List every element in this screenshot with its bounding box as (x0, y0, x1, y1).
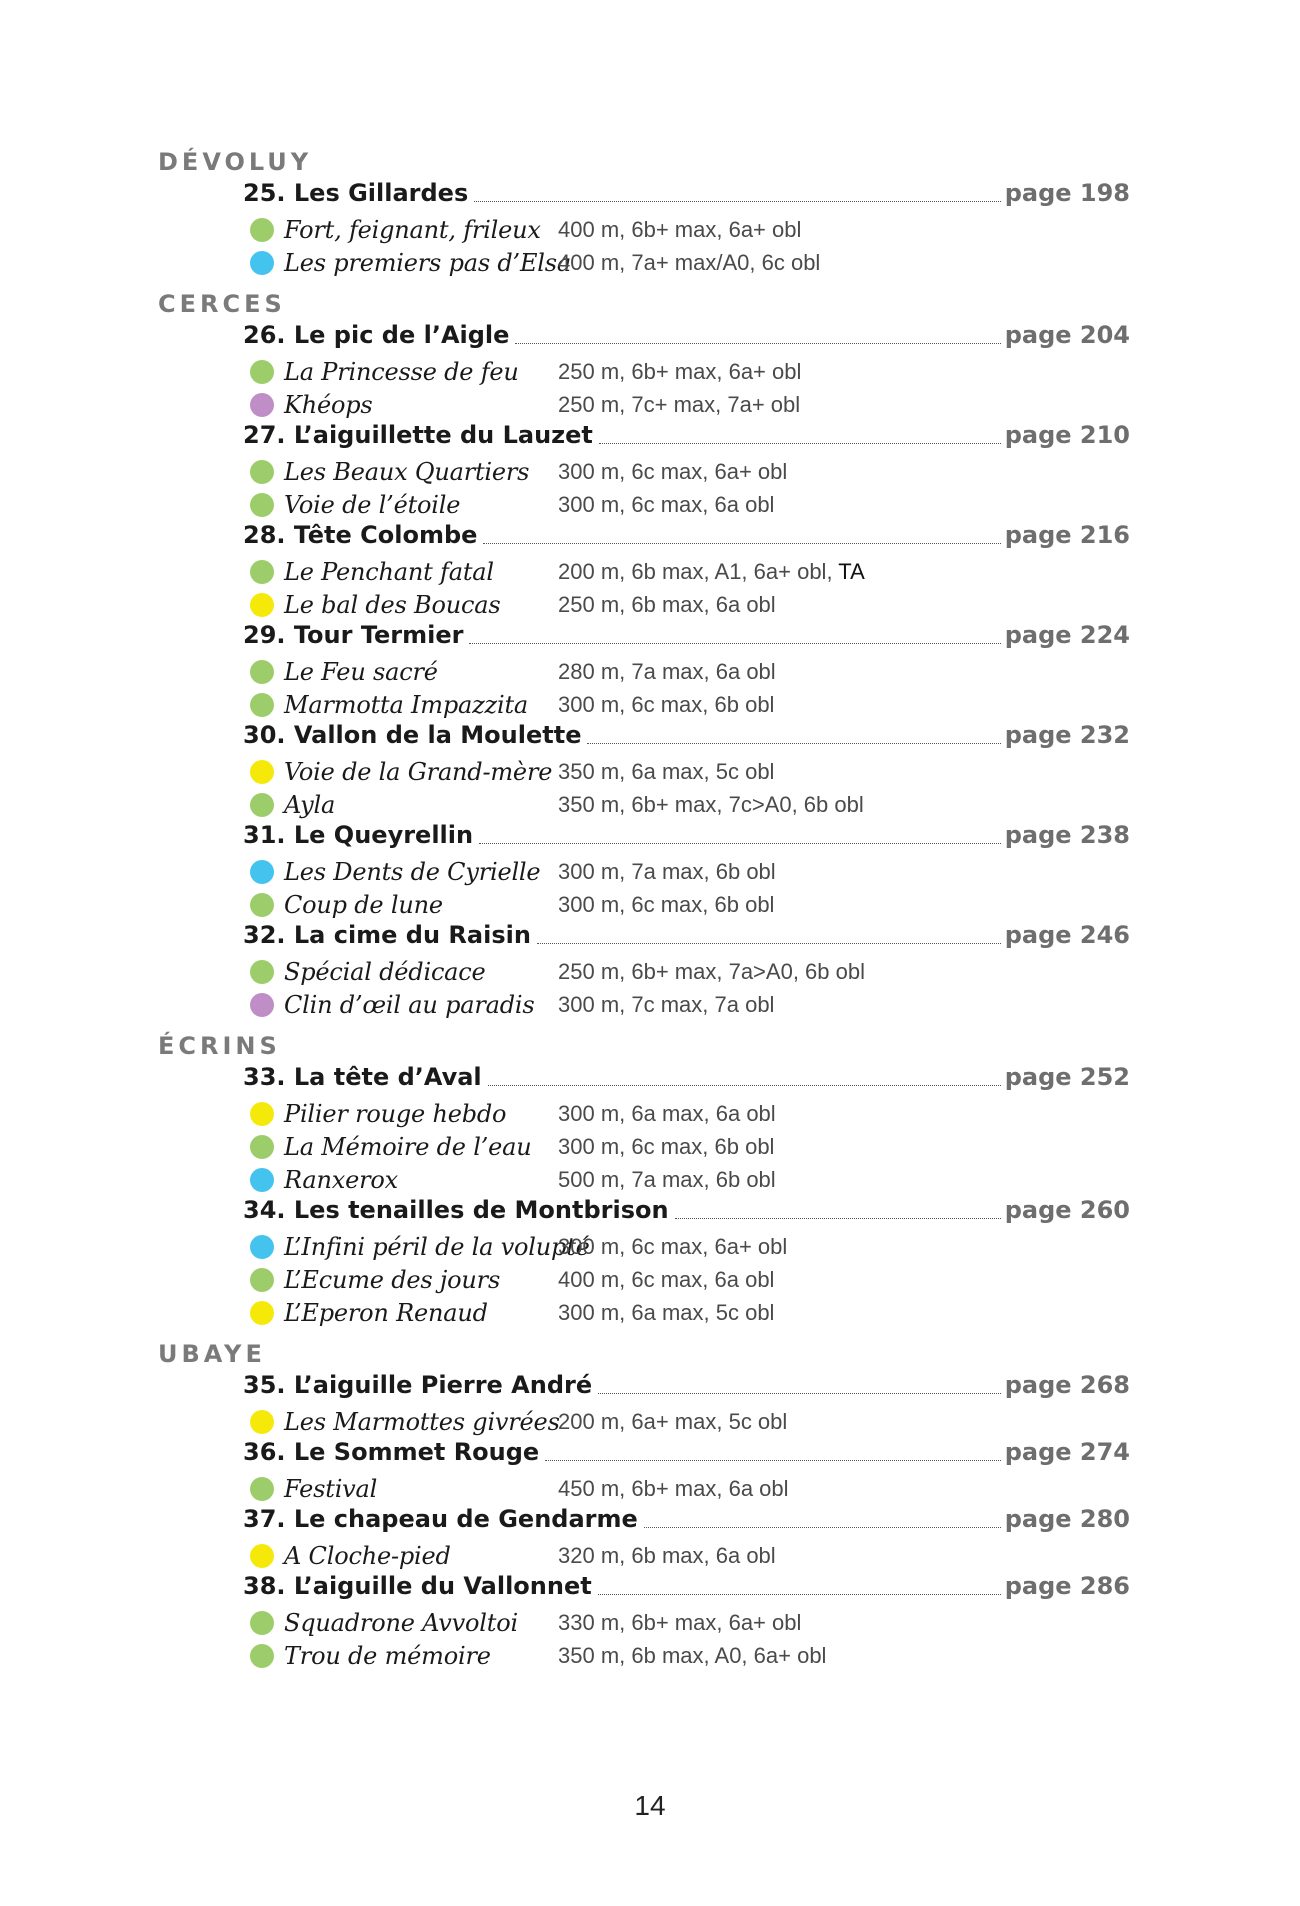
route-info (558, 592, 776, 618)
route-info-text: 300 m, 6c max, 6a+ obl (558, 459, 788, 484)
region-header: UBAYE (158, 1340, 266, 1368)
route-info (558, 1543, 776, 1569)
route-row (250, 956, 1070, 988)
route-info-text: 300 m, 7c max, 7a obl (558, 992, 775, 1017)
route-row (250, 989, 1070, 1021)
route-row (250, 589, 1070, 621)
route-name: L’Ecume des jours (284, 1266, 501, 1294)
difficulty-dot-icon (250, 460, 274, 484)
difficulty-dot-icon (250, 1135, 274, 1159)
route-name: Les premiers pas d’Elsa (284, 249, 572, 277)
route-info (558, 1234, 787, 1260)
route-name: Squadrone Avvoltoi (284, 1609, 518, 1637)
toc-entry[interactable] (243, 821, 1130, 853)
entry-title: 27. L’aiguillette du Lauzet (243, 421, 593, 449)
route-row (250, 1607, 1070, 1639)
route-row (250, 656, 1070, 688)
route-info-text: 350 m, 6b+ max, 7c>A0, 6b obl (558, 792, 864, 817)
route-row (250, 689, 1070, 721)
entry-title: 32. La cime du Raisin (243, 921, 531, 949)
route-info (558, 559, 865, 585)
route-info (558, 759, 774, 785)
toc-entry[interactable] (243, 1505, 1130, 1537)
entry-title: 25. Les Gillardes (243, 179, 469, 207)
route-row (250, 1406, 1070, 1438)
difficulty-dot-icon (250, 860, 274, 884)
route-info-text: 350 m, 6a max, 5c obl (558, 759, 775, 784)
route-info (558, 492, 774, 518)
route-info-text: 300 m, 6c max, 6b obl (558, 1134, 775, 1159)
entry-title: 35. L’aiguille Pierre André (243, 1371, 593, 1399)
route-name: La Princesse de feu (284, 358, 519, 386)
route-info (558, 1476, 789, 1502)
route-row (250, 356, 1070, 388)
route-info (558, 1300, 774, 1326)
route-name: A Cloche-pied (284, 1542, 451, 1570)
entry-title: 33. La tête d’Aval (243, 1063, 482, 1091)
route-info-text: 200 m, 6a+ max, 5c obl (558, 1409, 788, 1434)
route-row (250, 1540, 1070, 1572)
route-name: Le bal des Boucas (284, 591, 501, 619)
route-info-text: 300 m, 6a max, 5c obl (558, 1300, 775, 1325)
page-reference[interactable]: page 274 (1004, 1438, 1130, 1466)
route-name: Ayla (284, 791, 336, 819)
difficulty-dot-icon (250, 1477, 274, 1501)
dotted-leader (483, 543, 1000, 544)
route-info-text: 300 m, 6c max, 6a+ obl (558, 1234, 788, 1259)
route-row (250, 556, 1070, 588)
toc-entry[interactable] (243, 421, 1130, 453)
entry-title: 29. Tour Termier (243, 621, 464, 649)
toc-entry[interactable] (243, 621, 1130, 653)
page-number: 14 (634, 1790, 666, 1821)
route-row (250, 489, 1070, 521)
route-row (250, 1164, 1070, 1196)
route-row (250, 789, 1070, 821)
difficulty-dot-icon (250, 893, 274, 917)
route-info-extra: TA (838, 559, 865, 584)
difficulty-dot-icon (250, 1611, 274, 1635)
route-row (250, 389, 1070, 421)
route-row (250, 1297, 1070, 1329)
route-name: Khéops (284, 391, 373, 419)
route-info (558, 392, 800, 418)
toc-entry[interactable] (243, 1371, 1130, 1403)
route-info-text: 280 m, 7a max, 6a obl (558, 659, 776, 684)
difficulty-dot-icon (250, 793, 274, 817)
route-name: Voie de la Grand-mère (284, 758, 553, 786)
route-name: Marmotta Impazzita (284, 691, 529, 719)
route-info-text: 300 m, 6c max, 6a obl (558, 492, 775, 517)
route-info (558, 250, 820, 276)
route-name: La Mémoire de l’eau (284, 1133, 532, 1161)
route-name: Ranxerox (284, 1166, 398, 1194)
route-info-text: 300 m, 6c max, 6b obl (558, 692, 775, 717)
toc-entry[interactable] (243, 1196, 1130, 1228)
dotted-leader (675, 1218, 1001, 1219)
route-name: Trou de mémoire (284, 1642, 491, 1670)
route-name: Les Marmottes givrées (284, 1408, 560, 1436)
route-name: L’Eperon Renaud (284, 1299, 488, 1327)
dotted-leader (515, 343, 1000, 344)
toc-entry[interactable] (243, 721, 1130, 753)
difficulty-dot-icon (250, 1544, 274, 1568)
route-info (558, 217, 801, 243)
route-info (558, 792, 864, 818)
page-reference[interactable]: page 232 (1004, 721, 1130, 749)
route-info (558, 1643, 826, 1669)
route-info (558, 1167, 776, 1193)
route-info (558, 359, 801, 385)
route-info (558, 892, 774, 918)
entry-title: 26. Le pic de l’Aigle (243, 321, 510, 349)
route-info-text: 300 m, 7a max, 6b obl (558, 859, 776, 884)
route-row (250, 756, 1070, 788)
dotted-leader (644, 1527, 1001, 1528)
route-row (250, 1098, 1070, 1130)
route-info-text: 250 m, 6b max, 6a obl (558, 592, 776, 617)
difficulty-dot-icon (250, 693, 274, 717)
entry-title: 36. Le Sommet Rouge (243, 1438, 540, 1466)
toc-entry[interactable] (243, 1438, 1130, 1470)
route-info-text: 200 m, 6b max, A1, 6a+ obl, (558, 559, 833, 584)
difficulty-dot-icon (250, 593, 274, 617)
toc-entry[interactable] (243, 1572, 1130, 1604)
route-name: Clin d’œil au paradis (284, 991, 535, 1019)
route-name: Coup de lune (284, 891, 443, 919)
toc-entry[interactable] (243, 1063, 1130, 1095)
route-info (558, 1101, 776, 1127)
dotted-leader (537, 943, 1001, 944)
route-row (250, 1640, 1070, 1672)
page-reference[interactable]: page 224 (1004, 621, 1130, 649)
route-row (250, 889, 1070, 921)
route-info-text: 250 m, 6b+ max, 6a+ obl (558, 359, 802, 384)
route-info (558, 1409, 787, 1435)
route-info-text: 320 m, 6b max, 6a obl (558, 1543, 776, 1568)
route-name: Les Beaux Quartiers (284, 458, 530, 486)
route-info-text: 300 m, 6c max, 6b obl (558, 892, 775, 917)
route-name: Pilier rouge hebdo (284, 1100, 507, 1128)
route-name: Spécial dédicace (284, 958, 486, 986)
difficulty-dot-icon (250, 493, 274, 517)
route-row (250, 456, 1070, 488)
toc-entry[interactable] (243, 521, 1130, 553)
route-info (558, 1610, 801, 1636)
dotted-leader (479, 843, 1001, 844)
route-info-text: 400 m, 6b+ max, 6a+ obl (558, 217, 802, 242)
route-info-text: 250 m, 6b+ max, 7a>A0, 6b obl (558, 959, 865, 984)
region-header: ÉCRINS (158, 1032, 281, 1060)
route-name: Le Penchant fatal (284, 558, 494, 586)
difficulty-dot-icon (250, 1235, 274, 1259)
difficulty-dot-icon (250, 1301, 274, 1325)
dotted-leader (587, 743, 1000, 744)
route-info-text: 500 m, 7a max, 6b obl (558, 1167, 776, 1192)
difficulty-dot-icon (250, 1644, 274, 1668)
toc-entry[interactable] (243, 179, 1130, 211)
difficulty-dot-icon (250, 393, 274, 417)
toc-entry[interactable] (243, 921, 1130, 953)
route-row (250, 214, 1070, 246)
dotted-leader (599, 443, 1001, 444)
entry-title: 37. Le chapeau de Gendarme (243, 1505, 638, 1533)
difficulty-dot-icon (250, 560, 274, 584)
route-info-text: 350 m, 6b max, A0, 6a+ obl (558, 1643, 827, 1668)
entry-title: 28. Tête Colombe (243, 521, 478, 549)
route-name: Fort, feignant, frileux (284, 216, 541, 244)
route-info-text: 400 m, 6c max, 6a obl (558, 1267, 775, 1292)
difficulty-dot-icon (250, 1102, 274, 1126)
page-reference[interactable]: page 238 (1004, 821, 1130, 849)
difficulty-dot-icon (250, 760, 274, 784)
dotted-leader (469, 643, 1000, 644)
route-name: Les Dents de Cyrielle (284, 858, 541, 886)
difficulty-dot-icon (250, 1268, 274, 1292)
dotted-leader (598, 1393, 1001, 1394)
page-reference[interactable]: page 286 (1004, 1572, 1130, 1600)
route-name: L’Infini péril de la volupté (284, 1233, 590, 1261)
route-info (558, 692, 774, 718)
entry-title: 34. Les tenailles de Montbrison (243, 1196, 669, 1224)
route-info-text: 250 m, 7c+ max, 7a+ obl (558, 392, 801, 417)
difficulty-dot-icon (250, 960, 274, 984)
route-info-text: 400 m, 7a+ max/A0, 6c obl (558, 250, 821, 275)
dotted-leader (488, 1085, 1001, 1086)
route-row (250, 1264, 1070, 1296)
region-header: DÉVOLUY (158, 148, 313, 176)
route-info (558, 459, 787, 485)
difficulty-dot-icon (250, 660, 274, 684)
difficulty-dot-icon (250, 360, 274, 384)
difficulty-dot-icon (250, 1410, 274, 1434)
entry-title: 30. Vallon de la Moulette (243, 721, 582, 749)
route-info-text: 300 m, 6a max, 6a obl (558, 1101, 776, 1126)
dotted-leader (598, 1594, 1001, 1595)
route-info (558, 992, 774, 1018)
route-row (250, 1231, 1070, 1263)
route-row (250, 1131, 1070, 1163)
dotted-leader (545, 1460, 1001, 1461)
route-name: Festival (284, 1475, 378, 1503)
route-row (250, 1473, 1070, 1505)
route-info (558, 1134, 774, 1160)
entry-title: 31. Le Queyrellin (243, 821, 474, 849)
route-row (250, 247, 1070, 279)
route-row (250, 856, 1070, 888)
page-reference[interactable]: page 252 (1004, 1063, 1130, 1091)
route-info (558, 959, 865, 985)
route-info (558, 1267, 774, 1293)
route-info-text: 330 m, 6b+ max, 6a+ obl (558, 1610, 802, 1635)
page-reference[interactable]: page 204 (1004, 321, 1130, 349)
page-reference[interactable]: page 246 (1004, 921, 1130, 949)
difficulty-dot-icon (250, 251, 274, 275)
page-reference[interactable]: page 216 (1004, 521, 1130, 549)
page-reference[interactable]: page 268 (1004, 1371, 1130, 1399)
route-info (558, 659, 776, 685)
dotted-leader (474, 201, 1000, 202)
route-name: Voie de l’étoile (284, 491, 461, 519)
route-info-text: 450 m, 6b+ max, 6a obl (558, 1476, 789, 1501)
region-header: CERCES (158, 290, 286, 318)
toc-entry[interactable] (243, 321, 1130, 353)
route-info (558, 859, 776, 885)
page-reference[interactable]: page 280 (1004, 1505, 1130, 1533)
difficulty-dot-icon (250, 993, 274, 1017)
difficulty-dot-icon (250, 1168, 274, 1192)
page-reference[interactable]: page 210 (1004, 421, 1130, 449)
page-reference[interactable]: page 198 (1004, 179, 1130, 207)
difficulty-dot-icon (250, 218, 274, 242)
entry-title: 38. L’aiguille du Vallonnet (243, 1572, 592, 1600)
route-name: Le Feu sacré (284, 658, 438, 686)
page-reference[interactable]: page 260 (1004, 1196, 1130, 1224)
